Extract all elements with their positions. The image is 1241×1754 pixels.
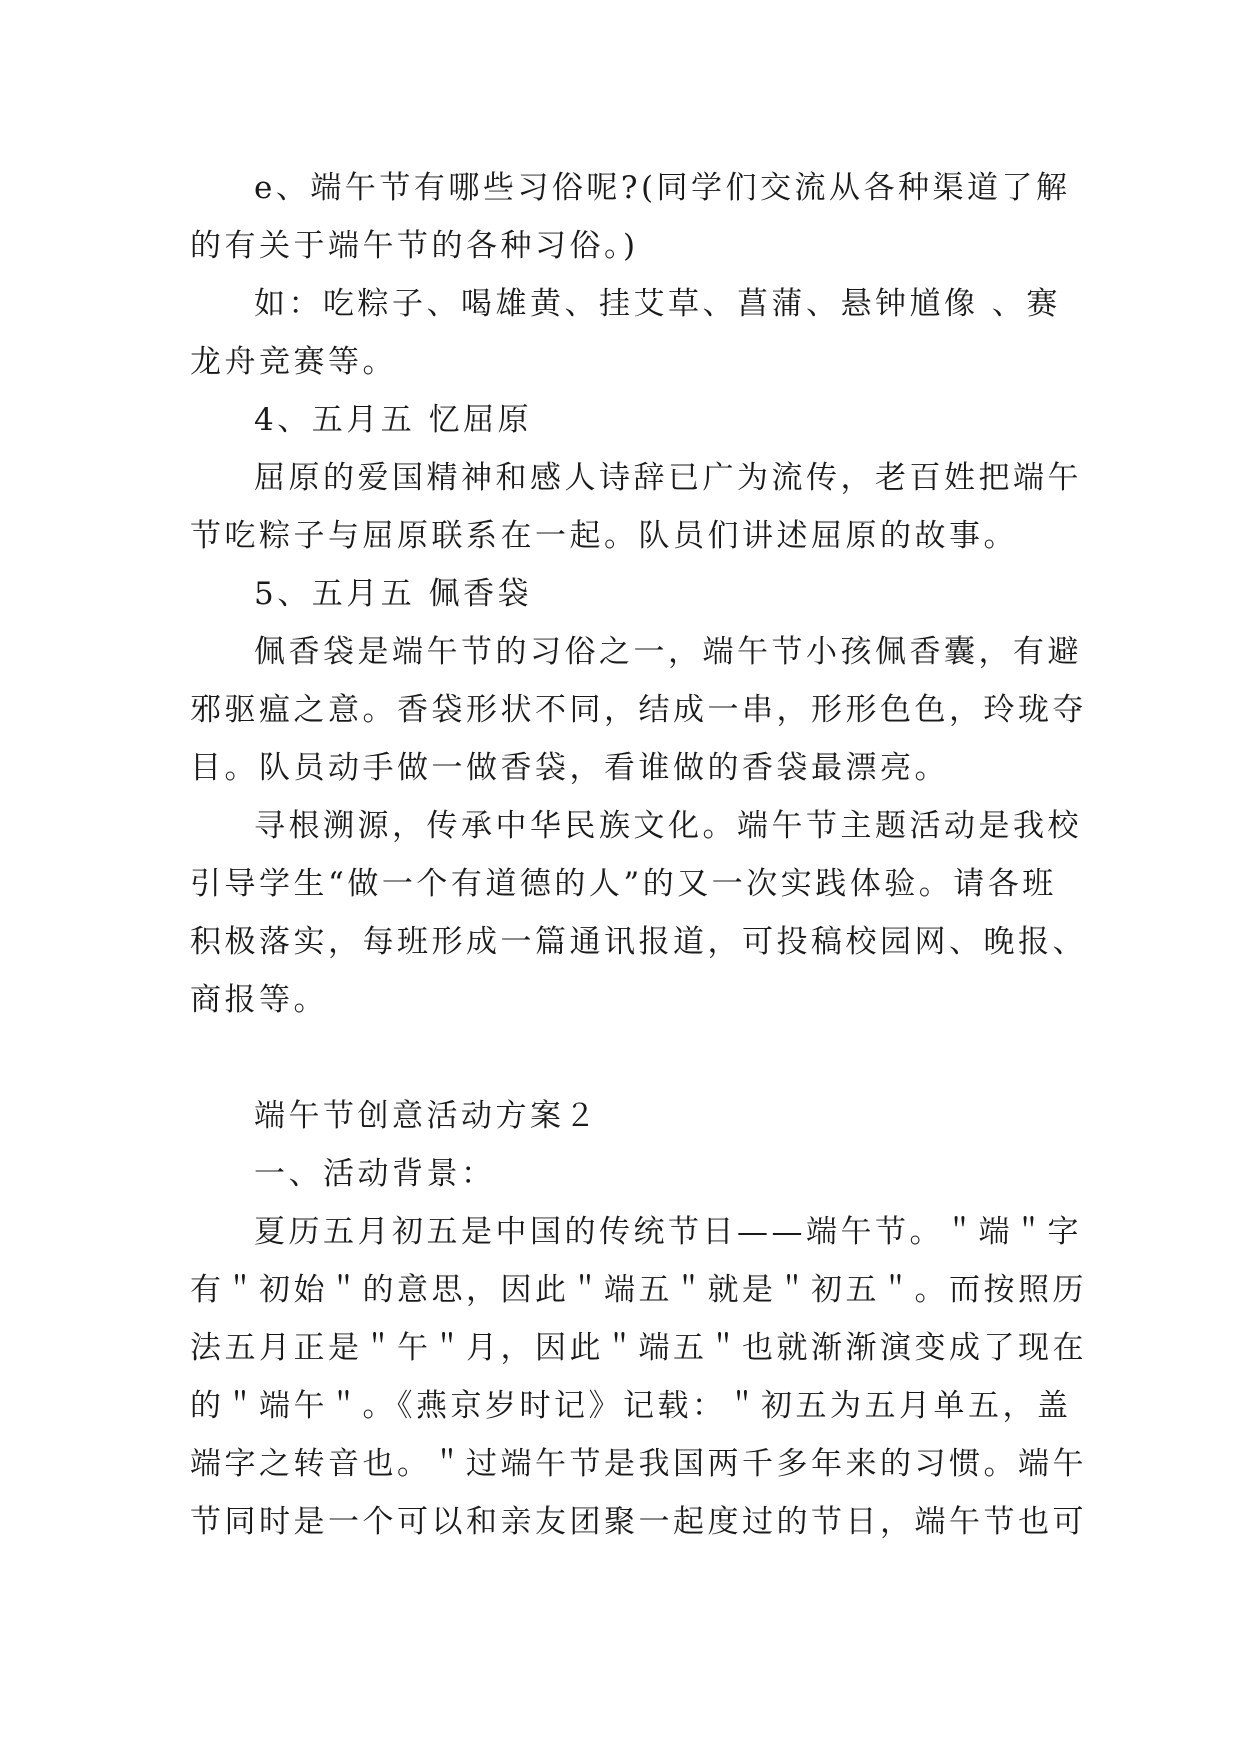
section-heading: 4、五月五 忆屈原 xyxy=(254,402,533,438)
paragraph-line: 寻根溯源，传承中华民族文化。端午节主题活动是我校 xyxy=(254,808,1082,844)
document-title: 端午节创意活动方案２ xyxy=(254,1098,599,1134)
paragraph-line: 屈原的爱国精神和感人诗辞已广为流传，老百姓把端午 xyxy=(254,460,1082,496)
paragraph-line: 引导学生“做一个有道德的人”的又一次实践体验。请各班 xyxy=(190,866,1057,902)
paragraph-line: 佩香袋是端午节的习俗之一，端午节小孩佩香囊，有避 xyxy=(254,634,1082,670)
paragraph-line: 邪驱瘟之意。香袋形状不同，结成一串，形形色色，玲珑夺 xyxy=(190,692,1087,728)
paragraph-line: 有＂初始＂的意思，因此＂端五＂就是＂初五＂。而按照历 xyxy=(190,1272,1087,1308)
paragraph-line: 龙舟竞赛等。 xyxy=(190,344,397,380)
paragraph-line: 的＂端午＂。《燕京岁时记》记载：＂初五为五月单五，盖 xyxy=(190,1388,1072,1424)
section-heading: 5、五月五 佩香袋 xyxy=(254,576,533,612)
paragraph-line: 积极落实，每班形成一篇通讯报道，可投稿校园网、晚报、 xyxy=(190,924,1087,960)
paragraph-line: 如：吃粽子、喝雄黄、挂艾草、菖蒲、悬钟馗像 、赛 xyxy=(254,286,1061,322)
paragraph-line: 端字之转音也。＂过端午节是我国两千多年来的习惯。端午 xyxy=(190,1446,1087,1482)
paragraph-line: 夏历五月初五是中国的传统节日——端午节。＂端＂字 xyxy=(254,1214,1082,1250)
paragraph-line: e、端午节有哪些习俗呢?(同学们交流从各种渠道了解 xyxy=(254,170,1071,206)
paragraph-line: 节吃粽子与屈原联系在一起。队员们讲述屈原的故事。 xyxy=(190,518,1018,554)
paragraph-line: 节同时是一个可以和亲友团聚一起度过的节日，端午节也可 xyxy=(190,1504,1087,1540)
section-heading: 一、活动背景： xyxy=(254,1156,496,1192)
paragraph-line: 法五月正是＂午＂月，因此＂端五＂也就渐渐演变成了现在 xyxy=(190,1330,1087,1366)
paragraph-line: 的有关于端午节的各种习俗。) xyxy=(190,228,639,264)
paragraph-line: 商报等。 xyxy=(190,982,328,1018)
paragraph-line: 目。队员动手做一做香袋，看谁做的香袋最漂亮。 xyxy=(190,750,949,786)
